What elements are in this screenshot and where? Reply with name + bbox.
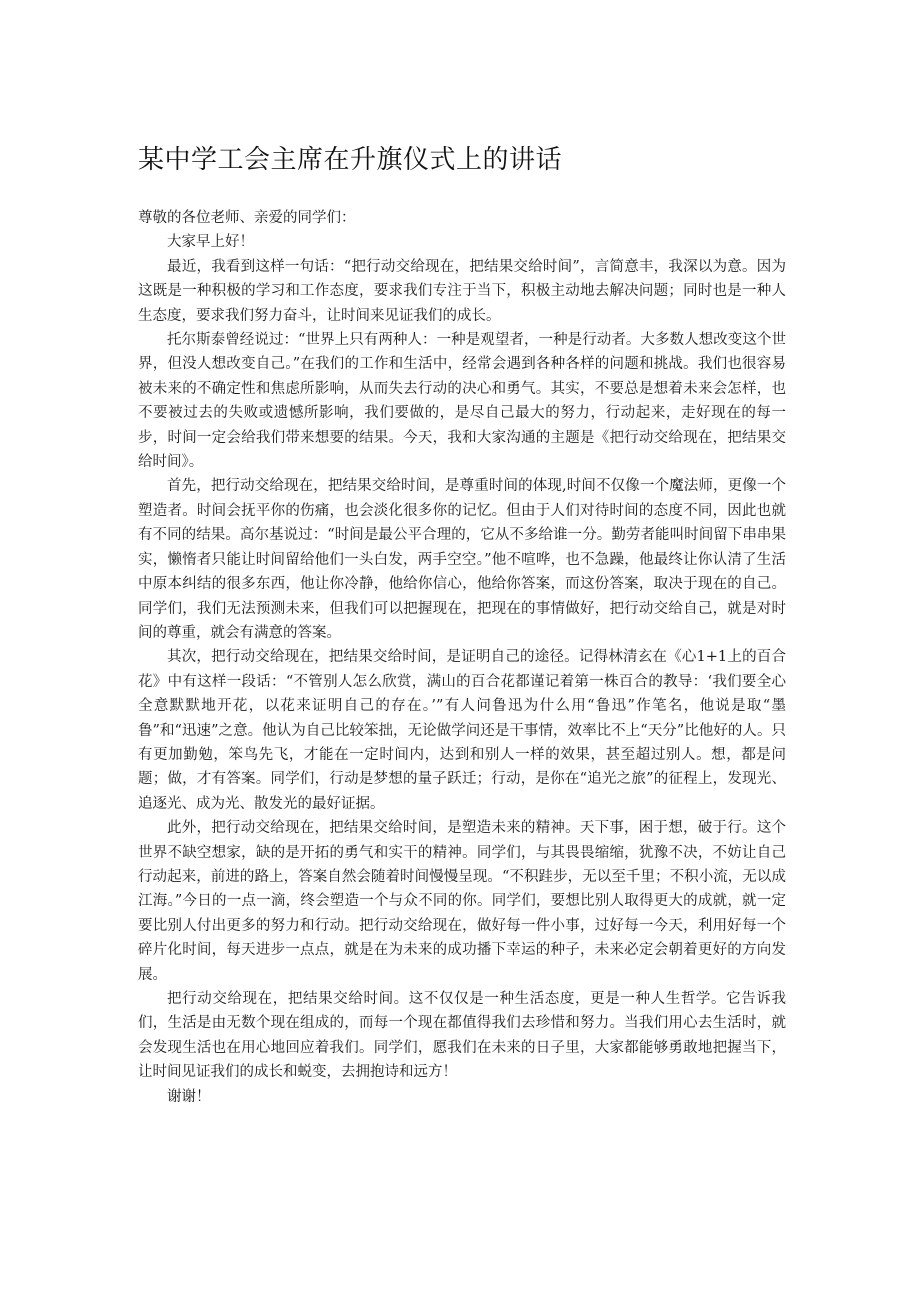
document-page	[138, 140, 786, 1109]
paragraph-first-point: 首先，把行动交给现在，把结果交给时间，是尊重时间的体现,时间不仅像一个魔法师，更像一个塑造者。时间会抚平你的伤痛，也会淡化很多你的记忆。但由于人们对待时间的态度不同，因此也就有不同的结果。高尔基说过：“时间是最公平合理的，它从不多给谁一分。勤劳者能叫时间留下串串果实，懒惰者只能让时间留给他们一头白发，两手空空。”他不喧哗，也不急躁，他最终让你认清了生活中原本纠结的很多东西，他让你冷静，他给你信心，他给你答案，而这份答案，取决于现在的自己。同学们，我们无法预测未来，但我们可以把握现在，把现在的事情做好，把行动交给自己，就是对时间的尊重，就会有满意的答案。	[138, 478, 786, 641]
paragraph-thanks: 谢谢！	[167, 1088, 211, 1105]
paragraph-intro: 最近，我看到这样一句话：“把行动交给现在，把结果交给时间”，言简意丰，我深以为意。因为这既是一种积极的学习和工作态度，要求我们专注于当下，积极主动地去解决问题；同时也是一种人生态度，要求我们努力奋斗，让时间来见证我们的成长。	[138, 258, 786, 324]
paragraph-conclusion: 把行动交给现在，把结果交给时间。这不仅仅是一种生活态度，更是一种人生哲学。它告诉我们，生活是由无数个现在组成的，而每一个现在都值得我们去珍惜和努力。当我们用心去生活时，就会发现生活也在用心地回应着我们。同学们，愿我们在未来的日子里，大家都能够勇敢地把握当下，让时间见证我们的成长和蜕变，去拥抱诗和远方！	[138, 991, 786, 1081]
paragraph-tolstoy: 托尔斯泰曾经说过：“世界上只有两种人：一种是观望者，一种是行动者。大多数人想改变这个世界，但没人想改变自己。”在我们的工作和生活中，经常会遇到各种各样的问题和挑战。我们也很容易被未来的不确定性和焦虑所影响，从而失去行动的决心和勇气。其实，不要总是想着未来会怎样，也不要被过去的失败或遗憾所影响，我们要做的，是尽自己最大的努力，行动起来，走好现在的每一步，时间一定会给我们带来想要的结果。今天，我和大家沟通的主题是《把行动交给现在，把结果交给时间》。	[138, 332, 786, 471]
salutation: 尊敬的各位老师、亲爱的同学们：	[138, 210, 356, 226]
document-title: 某中学工会主席在升旗仪式上的讲话	[138, 145, 563, 175]
paragraph-third-point: 此外，把行动交给现在，把结果交给时间，是塑造未来的精神。天下事，困于想，破于行。这个世界不缺空想家，缺的是开拓的勇气和实干的精神。同学们，与其畏畏缩缩，犹豫不决，不妨让自己行动起来，前进的路上，答案自然会随着时间慢慢呈现。“不积跬步，无以至千里；不积小流，无以成江海。”今日的一点一滴，终会塑造一个与众不同的你。同学们，要想比别人取得更大的成就，就一定要比别人付出更多的努力和行动。把行动交给现在，做好每一件小事，过好每一今天，利用好每一个碎片化时间，每天进步一点点，就是在为未来的成功播下幸运的种子，未来必定会朝着更好的方向发展。	[138, 820, 786, 983]
paragraph-greeting: 大家早上好！	[167, 234, 254, 251]
paragraph-second-point: 其次，把行动交给现在，把结果交给时间，是证明自己的途径。记得林清玄在《心1+1上的百合花》中有这样一段话：“不管别人怎么欣赏，满山的百合花都谨记着第一株百合的教导：‘我们要全心全意默默地开花，以花来证明自己的存在。’”有人问鲁迅为什么用“鲁迅”作笔名，他说是取“墨鲁”和“迅速”之意。他认为自己比较笨拙，无论做学问还是干事情，效率比不上“天分”比他好的人。只有更加勤勉，笨鸟先飞，才能在一定时间内，达到和别人一样的效果，甚至超过别人。想，都是问题；做，才有答案。同学们，行动是梦想的量子跃迁；行动，是你在“追光之旅”的征程上，发现光、追逐光、成为光、散发光的最好证据。	[138, 649, 786, 812]
